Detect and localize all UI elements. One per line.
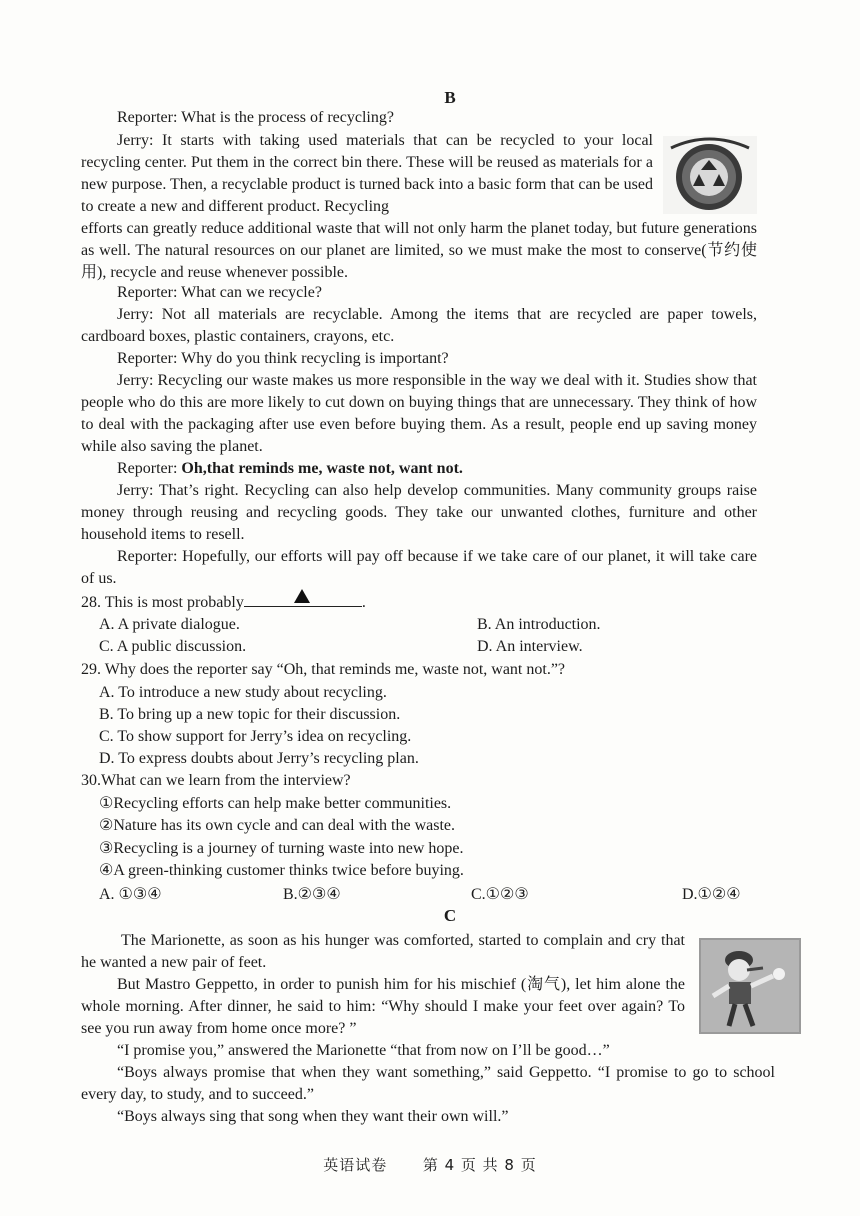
q30-statement-3: ③Recycling is a journey of turning waste into new hope. [99, 840, 464, 857]
q30-option-c: C.①②③ [471, 886, 529, 903]
story-paragraph-4: “Boys always promise that when they want something,” said Geppetto. “I promise to go to school every day, to study, and to succeed.” [81, 1064, 775, 1103]
story-paragraph-5: “Boys always sing that song when they want their own will.” [117, 1108, 509, 1125]
q30-statement-1: ①Recycling efforts can help make better communities. [99, 795, 452, 812]
dialogue-jerry-a4: Jerry: That’s right. Recycling can also help develop communities. Many community groups raise money through reusing and recycling goods. They take our unwanted clothes, furniture and other household items to resell. [81, 482, 757, 543]
dialogue-reporter-bold-line: Reporter: Oh,that reminds me, waste not, want not. [117, 460, 463, 477]
recycling-logo-image [663, 136, 757, 214]
q30-stem: 30.What can we learn from the interview? [81, 772, 351, 789]
q28-option-a: A. A private dialogue. [99, 616, 240, 633]
section-b-title: B [444, 88, 456, 107]
q29-option-b: B. To bring up a new topic for their discussion. [99, 706, 401, 723]
story-paragraph-3: “I promise you,” answered the Marionette “that from now on I’ll be good…” [117, 1042, 610, 1059]
dialogue-reporter-q2: Reporter: What can we recycle? [117, 284, 322, 301]
q28-option-d: D. An interview. [477, 638, 583, 655]
dialogue-reporter-q1: Reporter: What is the process of recycling? [117, 109, 394, 126]
q30-option-d: D.①②④ [682, 886, 741, 903]
dialogue-reporter-q3: Reporter: Why do you think recycling is important? [117, 350, 449, 367]
q28-option-c: C. A public discussion. [99, 638, 247, 655]
q29-option-a: A. To introduce a new study about recycling. [99, 684, 387, 701]
q30-option-a: A. ①③④ [99, 886, 162, 903]
story-paragraph-2: But Mastro Geppetto, in order to punish him for his mischief (淘气), let him alone the whole morning. After dinner, he said to him: “Why should I make your feet over again? To see you run away from home once more? ” [81, 976, 685, 1037]
q28-stem: 28. This is most probably . [81, 592, 366, 614]
footer-exam-title: 英语试卷 [323, 1156, 388, 1174]
q30-statement-2: ②Nature has its own cycle and can deal with the waste. [99, 817, 455, 834]
footer-page-number: 第 4 页 共 8 页 [422, 1156, 537, 1174]
section-c-title: C [443, 906, 457, 925]
q30-option-b: B.②③④ [283, 886, 341, 903]
triangle-icon [294, 589, 310, 603]
story-paragraph-1: The Marionette, as soon as his hunger was comforted, started to complain and cry that he wanted a new pair of feet. [81, 932, 685, 971]
q30-statement-4: ④A green-thinking customer thinks twice before buying. [99, 862, 464, 879]
dialogue-jerry-a3: Jerry: Recycling our waste makes us more responsible in the way we deal with it. Studies show that people who do this are more likely to cut down on buying things that are unnecessary. They think of how to deal with the packaging after use even before buying them. As a result, people end up saving money while also saving the planet. [81, 372, 757, 455]
dialogue-jerry-a1-part1: Jerry: It starts with taking used materials that can be recycled to your local recycling center. Put them in the correct bin there. These will be reused as materials for a new purpose. Then, a recyclable product is turned back into a basic form that can be used to create a new and different product. Recycling [81, 132, 653, 215]
answer-blank [244, 592, 362, 607]
page-footer [0, 1154, 860, 1175]
dialogue-reporter-closing: Reporter: Hopefully, our efforts will pay off because if we take care of our planet, it will take care of us. [81, 548, 757, 587]
dialogue-jerry-a2: Jerry: Not all materials are recyclable. Among the items that are recycled are paper towels, cardboard boxes, plastic containers, crayons, etc. [81, 306, 757, 345]
q29-stem: 29. Why does the reporter say “Oh, that reminds me, waste not, want not.”? [81, 661, 566, 678]
q28-option-b: B. An introduction. [477, 616, 601, 633]
q29-option-d: D. To express doubts about Jerry’s recycling plan. [99, 750, 419, 767]
q29-option-c: C. To show support for Jerry’s idea on recycling. [99, 728, 412, 745]
pinocchio-image [699, 938, 801, 1034]
dialogue-jerry-a1-part2: efforts can greatly reduce additional waste that will not only harm the planet today, but future generations as well. The natural resources on our planet are limited, so we must make the most to conserve(节约使用), recycle and reuse whenever possible. [81, 220, 757, 281]
